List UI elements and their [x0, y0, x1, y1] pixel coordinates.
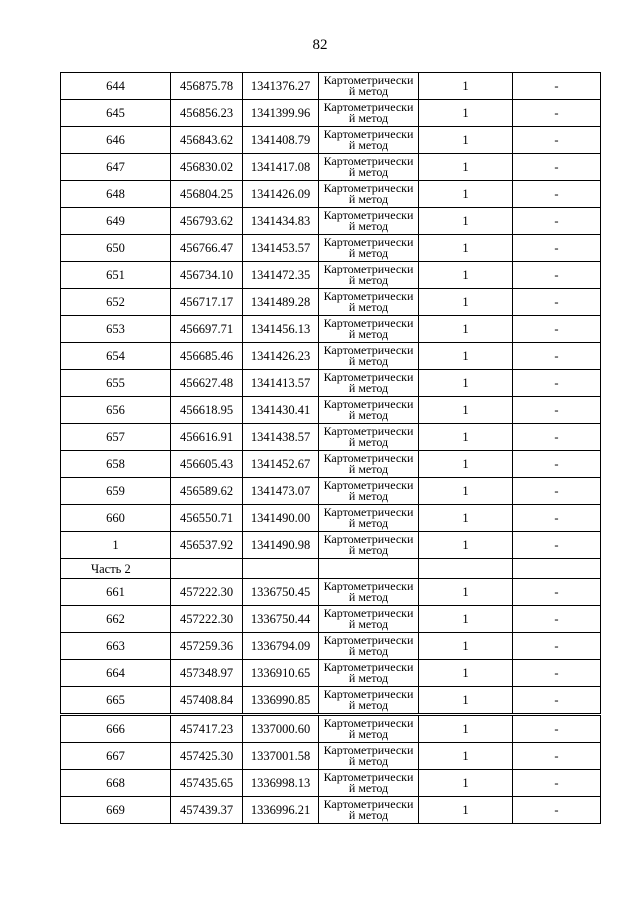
table-row: [61, 154, 601, 181]
method-cell: Картометрически й метод: [319, 370, 419, 397]
note-cell: -: [513, 606, 601, 633]
point-number-cell: 665: [61, 687, 171, 715]
method-cell: Картометрически й метод: [319, 343, 419, 370]
table-row: [61, 660, 601, 687]
y-coordinate-cell: 1336910.65: [243, 660, 319, 687]
note-cell: -: [513, 397, 601, 424]
x-coordinate-cell: 457222.30: [171, 606, 243, 633]
accuracy-cell: 1: [419, 478, 513, 505]
note-cell: -: [513, 154, 601, 181]
x-coordinate-cell: 456830.02: [171, 154, 243, 181]
method-cell: Картометрически й метод: [319, 715, 419, 743]
accuracy-cell: 1: [419, 797, 513, 824]
point-number-cell: 658: [61, 451, 171, 478]
point-number-cell: 645: [61, 100, 171, 127]
table-row: [61, 208, 601, 235]
x-coordinate-cell: 457222.30: [171, 579, 243, 606]
note-cell: -: [513, 262, 601, 289]
method-cell: Картометрически й метод: [319, 770, 419, 797]
y-coordinate-cell: 1336998.13: [243, 770, 319, 797]
point-number-cell: 649: [61, 208, 171, 235]
point-number-cell: 660: [61, 505, 171, 532]
method-cell: Картометрически й метод: [319, 397, 419, 424]
note-cell: -: [513, 478, 601, 505]
accuracy-cell: 1: [419, 289, 513, 316]
empty-cell: [243, 559, 319, 579]
method-cell: Картометрически й метод: [319, 797, 419, 824]
method-cell: Картометрически й метод: [319, 505, 419, 532]
method-cell: Картометрически й метод: [319, 181, 419, 208]
accuracy-cell: 1: [419, 451, 513, 478]
table-row: [61, 73, 601, 100]
empty-cell: [171, 559, 243, 579]
note-cell: -: [513, 451, 601, 478]
y-coordinate-cell: 1341426.09: [243, 181, 319, 208]
note-cell: -: [513, 770, 601, 797]
accuracy-cell: 1: [419, 73, 513, 100]
table-row: [61, 532, 601, 559]
x-coordinate-cell: 456875.78: [171, 73, 243, 100]
method-cell: Картометрически й метод: [319, 687, 419, 715]
table-row: [61, 579, 601, 606]
method-cell: Картометрически й метод: [319, 235, 419, 262]
y-coordinate-cell: 1341489.28: [243, 289, 319, 316]
x-coordinate-cell: 456537.92: [171, 532, 243, 559]
x-coordinate-cell: 456734.10: [171, 262, 243, 289]
point-number-cell: 1: [61, 532, 171, 559]
x-coordinate-cell: 456766.47: [171, 235, 243, 262]
empty-cell: [319, 559, 419, 579]
table-row: [61, 606, 601, 633]
x-coordinate-cell: 456616.91: [171, 424, 243, 451]
y-coordinate-cell: 1341452.67: [243, 451, 319, 478]
note-cell: -: [513, 343, 601, 370]
x-coordinate-cell: 456804.25: [171, 181, 243, 208]
y-coordinate-cell: 1341490.00: [243, 505, 319, 532]
y-coordinate-cell: 1336794.09: [243, 633, 319, 660]
method-cell: Картометрически й метод: [319, 743, 419, 770]
note-cell: -: [513, 181, 601, 208]
point-number-cell: 652: [61, 289, 171, 316]
x-coordinate-cell: 456550.71: [171, 505, 243, 532]
y-coordinate-cell: 1336996.21: [243, 797, 319, 824]
accuracy-cell: 1: [419, 262, 513, 289]
method-cell: Картометрически й метод: [319, 579, 419, 606]
section-label: Часть 2: [61, 559, 171, 579]
table-row: [61, 633, 601, 660]
note-cell: -: [513, 579, 601, 606]
y-coordinate-cell: 1341413.57: [243, 370, 319, 397]
accuracy-cell: 1: [419, 154, 513, 181]
point-number-cell: 668: [61, 770, 171, 797]
y-coordinate-cell: 1341473.07: [243, 478, 319, 505]
point-number-cell: 653: [61, 316, 171, 343]
x-coordinate-cell: 456697.71: [171, 316, 243, 343]
y-coordinate-cell: 1341426.23: [243, 343, 319, 370]
note-cell: -: [513, 687, 601, 715]
note-cell: -: [513, 505, 601, 532]
note-cell: -: [513, 370, 601, 397]
point-number-cell: 648: [61, 181, 171, 208]
y-coordinate-cell: 1336750.45: [243, 579, 319, 606]
note-cell: -: [513, 424, 601, 451]
method-cell: Картометрически й метод: [319, 660, 419, 687]
table-row: [61, 478, 601, 505]
point-number-cell: 664: [61, 660, 171, 687]
x-coordinate-cell: 456856.23: [171, 100, 243, 127]
table-row: [61, 451, 601, 478]
note-cell: -: [513, 743, 601, 770]
empty-cell: [513, 559, 601, 579]
table-row: [61, 316, 601, 343]
accuracy-cell: 1: [419, 181, 513, 208]
x-coordinate-cell: 457408.84: [171, 687, 243, 715]
page-number: 82: [312, 37, 328, 53]
table-row: [61, 687, 601, 715]
x-coordinate-cell: 456589.62: [171, 478, 243, 505]
table-row: [61, 370, 601, 397]
point-number-cell: 669: [61, 797, 171, 824]
accuracy-cell: 1: [419, 770, 513, 797]
y-coordinate-cell: 1341430.41: [243, 397, 319, 424]
table-row: [61, 262, 601, 289]
table-row: [61, 397, 601, 424]
point-number-cell: 666: [61, 715, 171, 743]
table-row: [61, 343, 601, 370]
y-coordinate-cell: 1337000.60: [243, 715, 319, 743]
note-cell: -: [513, 532, 601, 559]
method-cell: Картометрически й метод: [319, 316, 419, 343]
table-row: [61, 424, 601, 451]
point-number-cell: 646: [61, 127, 171, 154]
y-coordinate-cell: 1341472.35: [243, 262, 319, 289]
x-coordinate-cell: 456618.95: [171, 397, 243, 424]
point-number-cell: 659: [61, 478, 171, 505]
table-row: [61, 715, 601, 743]
section-row: [61, 559, 601, 579]
y-coordinate-cell: 1341490.98: [243, 532, 319, 559]
table-row: [61, 289, 601, 316]
point-number-cell: 663: [61, 633, 171, 660]
accuracy-cell: 1: [419, 424, 513, 451]
x-coordinate-cell: 456717.17: [171, 289, 243, 316]
y-coordinate-cell: 1341438.57: [243, 424, 319, 451]
note-cell: -: [513, 73, 601, 100]
empty-cell: [419, 559, 513, 579]
x-coordinate-cell: 457348.97: [171, 660, 243, 687]
method-cell: Картометрически й метод: [319, 262, 419, 289]
table-row: [61, 797, 601, 824]
note-cell: -: [513, 289, 601, 316]
accuracy-cell: 1: [419, 397, 513, 424]
accuracy-cell: 1: [419, 743, 513, 770]
method-cell: Картометрически й метод: [319, 633, 419, 660]
point-number-cell: 654: [61, 343, 171, 370]
y-coordinate-cell: 1341408.79: [243, 127, 319, 154]
point-number-cell: 644: [61, 73, 171, 100]
note-cell: -: [513, 660, 601, 687]
point-number-cell: 657: [61, 424, 171, 451]
table-row: [61, 505, 601, 532]
method-cell: Картометрически й метод: [319, 208, 419, 235]
table-row: [61, 100, 601, 127]
y-coordinate-cell: 1341453.57: [243, 235, 319, 262]
point-number-cell: 662: [61, 606, 171, 633]
point-number-cell: 655: [61, 370, 171, 397]
y-coordinate-cell: 1341456.13: [243, 316, 319, 343]
accuracy-cell: 1: [419, 715, 513, 743]
accuracy-cell: 1: [419, 100, 513, 127]
accuracy-cell: 1: [419, 316, 513, 343]
table-row: [61, 770, 601, 797]
accuracy-cell: 1: [419, 235, 513, 262]
accuracy-cell: 1: [419, 343, 513, 370]
x-coordinate-cell: 456793.62: [171, 208, 243, 235]
coordinates-table-body: [61, 73, 601, 824]
accuracy-cell: 1: [419, 579, 513, 606]
x-coordinate-cell: 457439.37: [171, 797, 243, 824]
x-coordinate-cell: 457435.65: [171, 770, 243, 797]
table-row: [61, 743, 601, 770]
point-number-cell: 651: [61, 262, 171, 289]
note-cell: -: [513, 127, 601, 154]
note-cell: -: [513, 316, 601, 343]
y-coordinate-cell: 1337001.58: [243, 743, 319, 770]
x-coordinate-cell: 456843.62: [171, 127, 243, 154]
y-coordinate-cell: 1341399.96: [243, 100, 319, 127]
y-coordinate-cell: 1341376.27: [243, 73, 319, 100]
method-cell: Картометрически й метод: [319, 606, 419, 633]
method-cell: Картометрически й метод: [319, 532, 419, 559]
method-cell: Картометрически й метод: [319, 289, 419, 316]
note-cell: -: [513, 100, 601, 127]
note-cell: -: [513, 715, 601, 743]
x-coordinate-cell: 456605.43: [171, 451, 243, 478]
y-coordinate-cell: 1336990.85: [243, 687, 319, 715]
table-row: [61, 127, 601, 154]
method-cell: Картометрически й метод: [319, 154, 419, 181]
point-number-cell: 647: [61, 154, 171, 181]
point-number-cell: 650: [61, 235, 171, 262]
accuracy-cell: 1: [419, 633, 513, 660]
method-cell: Картометрически й метод: [319, 478, 419, 505]
x-coordinate-cell: 457259.36: [171, 633, 243, 660]
table-row: [61, 235, 601, 262]
accuracy-cell: 1: [419, 532, 513, 559]
method-cell: Картометрически й метод: [319, 451, 419, 478]
note-cell: -: [513, 797, 601, 824]
x-coordinate-cell: 456685.46: [171, 343, 243, 370]
y-coordinate-cell: 1341417.08: [243, 154, 319, 181]
accuracy-cell: 1: [419, 208, 513, 235]
note-cell: -: [513, 235, 601, 262]
accuracy-cell: 1: [419, 370, 513, 397]
point-number-cell: 667: [61, 743, 171, 770]
accuracy-cell: 1: [419, 505, 513, 532]
x-coordinate-cell: 456627.48: [171, 370, 243, 397]
point-number-cell: 661: [61, 579, 171, 606]
method-cell: Картометрически й метод: [319, 100, 419, 127]
accuracy-cell: 1: [419, 687, 513, 715]
note-cell: -: [513, 208, 601, 235]
x-coordinate-cell: 457425.30: [171, 743, 243, 770]
accuracy-cell: 1: [419, 127, 513, 154]
accuracy-cell: 1: [419, 660, 513, 687]
x-coordinate-cell: 457417.23: [171, 715, 243, 743]
y-coordinate-cell: 1336750.44: [243, 606, 319, 633]
table-row: [61, 181, 601, 208]
y-coordinate-cell: 1341434.83: [243, 208, 319, 235]
method-cell: Картометрически й метод: [319, 73, 419, 100]
coordinates-table: [60, 72, 601, 824]
note-cell: -: [513, 633, 601, 660]
method-cell: Картометрически й метод: [319, 127, 419, 154]
method-cell: Картометрически й метод: [319, 424, 419, 451]
point-number-cell: 656: [61, 397, 171, 424]
accuracy-cell: 1: [419, 606, 513, 633]
